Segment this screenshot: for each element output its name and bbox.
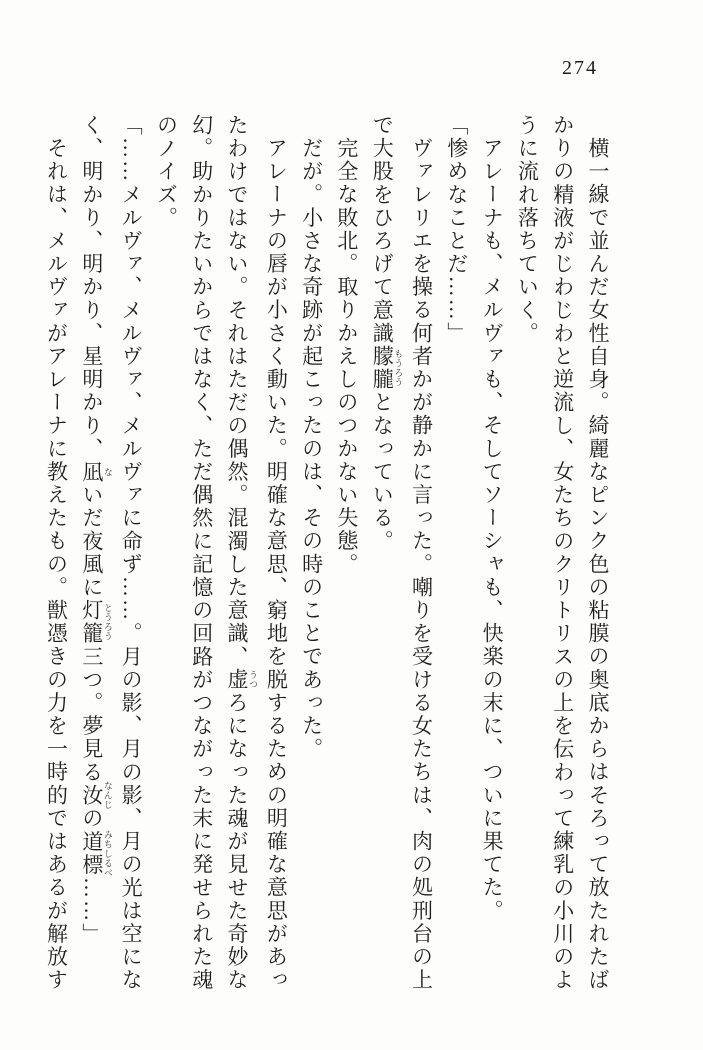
text-line: 完全な敗北。取りかえしのつかない失態。	[334, 137, 359, 576]
ruby-annotated-word: 灯籠 とうろう	[79, 599, 113, 646]
text-line: アレーナも、メルヴァも、そしてソーシャも、快楽の末に、ついに果てた。	[480, 137, 505, 923]
text-line: アレーナの唇が小さく動いた。明確な意思、窮地を脱するための明確な意思があっ	[264, 137, 289, 992]
ruby-annotated-word: 汝 なんじ	[79, 781, 113, 810]
text-line: それは、メルヴァがアレーナに教えたもの。獣憑きの力を一時的ではあるが解放す	[44, 137, 69, 992]
ruby-annotated-word: 道標 みちしるべ	[79, 829, 113, 878]
text-line: のノイズ。	[154, 114, 179, 230]
text-line: 「惨めなことだ……」	[444, 114, 469, 345]
text-line: だが。小さな奇跡が起こったのは、その時のことであった。	[299, 137, 324, 761]
text-line: く、明かり、明かり、星明かり、凪 ないだ夜風に灯籠 とうろう三つ。夢見る汝 なんじの道標 みちしるべ……」	[79, 114, 113, 947]
text-line: うに流れ落ちていく。	[515, 114, 540, 345]
text-line: かりの精液がじわじわと逆流し、女たちのクリトリスの上を伝わって練乳の小川のよ	[550, 114, 575, 992]
page-number: 274	[562, 57, 598, 79]
text-line: たわけではない。それはただの偶然。混濁した意識、虚 うつろになった魂が見せた奇妙な	[225, 114, 259, 992]
text-line: 「……メルヴァ、メルヴァ、メルヴァに命ず……。月の影、月の影、月の光は空にな	[119, 114, 144, 992]
vertical-text-block	[38, 114, 615, 996]
ruby-annotated-word: 凪 な	[79, 460, 113, 484]
ruby-annotated-word: 朦朧 もうろう	[370, 345, 404, 392]
text-line: 横一線で並んだ女性自身。綺麗なピンク色の粘膜の奥底からはそろって放たれたば	[586, 137, 610, 992]
text-line: 幻。助かりたいからではなく、ただ偶然に記憶の回路がつながった末に発せられた魂	[189, 114, 214, 992]
text-line: で大股をひろげて意識朦朧 もうろうとなっている。	[370, 114, 404, 553]
ruby-annotated-word: 虚 うつ	[225, 668, 259, 692]
text-line: ヴァレリエを操る何者かが静かに言った。嘲りを受ける女たちは、肉の処刑台の上	[409, 137, 434, 992]
